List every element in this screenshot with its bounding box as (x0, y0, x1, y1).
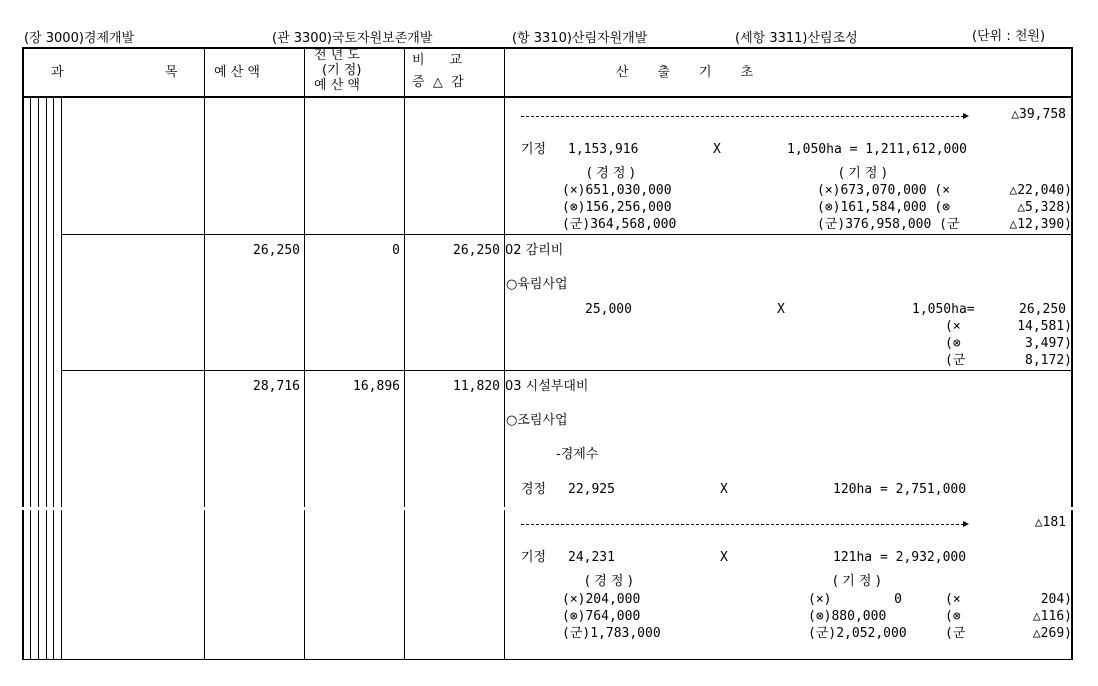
continuation-dashes-1 (521, 116, 964, 117)
table-bottom-border (22, 659, 1073, 660)
indent-line-2 (38, 97, 39, 660)
row2-split-label: (× (945, 319, 961, 334)
row3-diff-row: △116) (1032, 609, 1072, 624)
indent-line-3 (46, 97, 47, 660)
indent-line-5 (61, 97, 62, 660)
row3-prev: 16,896 (353, 379, 400, 394)
block1-gijeong-label: 기정 (521, 142, 547, 157)
col-header-prev-line1: 전 년 도 (314, 48, 360, 63)
row3-gyeongjeong-label: 경정 (521, 482, 547, 497)
row3-project: ○조림사업 (506, 413, 568, 428)
row2-split-value: 14,581) (1017, 319, 1072, 334)
row3-left-row: (군)1,783,000 (562, 626, 661, 641)
col-header-budget: 예 산 액 (214, 65, 260, 80)
row3-paren-label: (군 (945, 626, 966, 641)
row3-gyeongjeong-area: 120ha = 2,751,000 (833, 482, 967, 497)
row3-gijeong-x: X (720, 550, 728, 565)
block1-right-row: (⊗)161,584,000 (⊗ (817, 200, 951, 215)
row3-right-head: ( 기 정 ) (833, 574, 881, 589)
row3-gijeong-area: 121ha = 2,932,000 (833, 550, 967, 565)
row3-left-row: (×)204,000 (562, 592, 641, 607)
row2-split-label: (⊗ (945, 336, 961, 351)
indent-line-1 (30, 97, 31, 660)
table-left-border (22, 47, 24, 660)
subitem-label: (세항 3311)산림조성 (735, 31, 858, 46)
block1-left-row: (⊗)156,256,000 (562, 200, 672, 215)
row3-gijeong-label: 기정 (521, 550, 547, 565)
arrow-icon (963, 113, 969, 119)
row3-left-row: (⊗)764,000 (562, 609, 641, 624)
col-divider-budget (304, 47, 305, 660)
arrow-icon (963, 521, 969, 527)
row3-diff: 11,820 (453, 379, 500, 394)
col-header-mok: 목 (165, 65, 178, 80)
row3-gyeongjeong-x: X (720, 482, 728, 497)
row2-diff: 26,250 (453, 243, 500, 258)
row2-budget: 26,250 (253, 243, 300, 258)
unit-label: (단위 : 천원) (972, 29, 1046, 44)
page-break-gap (22, 507, 1073, 510)
row2-x: X (777, 302, 785, 317)
block1-left-row: (×)651,030,000 (562, 183, 672, 198)
col-divider-diff (504, 47, 505, 660)
block1-delta: △39,758 (1011, 107, 1066, 122)
row2-project: ○육림사업 (506, 277, 568, 292)
row2-split-label: (군 (945, 353, 966, 368)
row3-right-row: (×) 0 (808, 592, 902, 607)
header-bottom-border (22, 96, 1073, 98)
item-label: (항 3310)산림자원개발 (512, 31, 648, 46)
block1-gijeong-unit: 1,153,916 (568, 142, 639, 157)
row3-budget: 28,716 (253, 379, 300, 394)
col-header-basis: 산 출 기 초 (616, 65, 754, 80)
row3-title: 03 시설부대비 (505, 379, 589, 394)
block1-left-row: (군)364,568,000 (562, 217, 677, 232)
block1-diff-row: △12,390) (1009, 217, 1072, 232)
row3-right-row: (⊗)880,000 (808, 609, 887, 624)
row2-split-value: 8,172) (1025, 353, 1072, 368)
row3-gyeongjeong-unit: 22,925 (568, 482, 615, 497)
block1-gijeong-area: 1,050ha = 1,211,612,000 (787, 142, 968, 157)
row3-gijeong-unit: 24,231 (568, 550, 615, 565)
row2-total: 26,250 (1019, 302, 1066, 317)
block1-gijeong-x: X (713, 142, 721, 157)
row3-diff-row: △269) (1032, 626, 1072, 641)
block1-diff-row: △22,040) (1009, 183, 1072, 198)
row2-title: 02 감리비 (505, 243, 564, 258)
chapter-label: (장 3000)경제개발 (24, 31, 135, 46)
block1-right-row: (×)673,070,000 (× (817, 183, 951, 198)
row3-diff-row: 204) (1040, 592, 1072, 607)
row-separator-1 (61, 234, 1072, 235)
indent-line-4 (53, 97, 54, 660)
col-divider-prev (404, 47, 405, 660)
col-divider-mok (204, 47, 205, 660)
col-header-prev-line2: (기 정) (322, 63, 362, 78)
block1-right-head: ( 기 정 ) (839, 166, 887, 181)
row2-unit-cost: 25,000 (585, 302, 632, 317)
continuation-dashes-2 (521, 524, 964, 525)
row3-left-head: ( 경 정 ) (585, 574, 633, 589)
row2-prev: 0 (392, 243, 400, 258)
row-separator-2 (61, 370, 1072, 371)
block1-left-head: ( 경 정 ) (587, 166, 635, 181)
row3-delta: △181 (1034, 515, 1066, 530)
row2-split-value: 3,497) (1025, 336, 1072, 351)
block1-diff-row: △5,328) (1017, 200, 1072, 215)
col-header-cmp-line1: 비 교 (412, 53, 462, 68)
row3-sub: -경제수 (556, 447, 599, 462)
row3-paren-label: (× (945, 592, 961, 607)
table-top-border (22, 47, 1073, 49)
col-header-gwa: 과 (51, 65, 64, 80)
row3-paren-label: (⊗ (945, 609, 961, 624)
row2-area: 1,050ha= (912, 302, 975, 317)
row3-right-row: (군)2,052,000 (808, 626, 907, 641)
section-label: (관 3300)국토자원보존개발 (272, 31, 433, 46)
col-header-prev-line3: 예 산 액 (314, 78, 360, 93)
block1-right-row: (군)376,958,000 (군 (817, 217, 960, 232)
col-header-cmp-line2: 증 △ 감 (412, 75, 464, 90)
